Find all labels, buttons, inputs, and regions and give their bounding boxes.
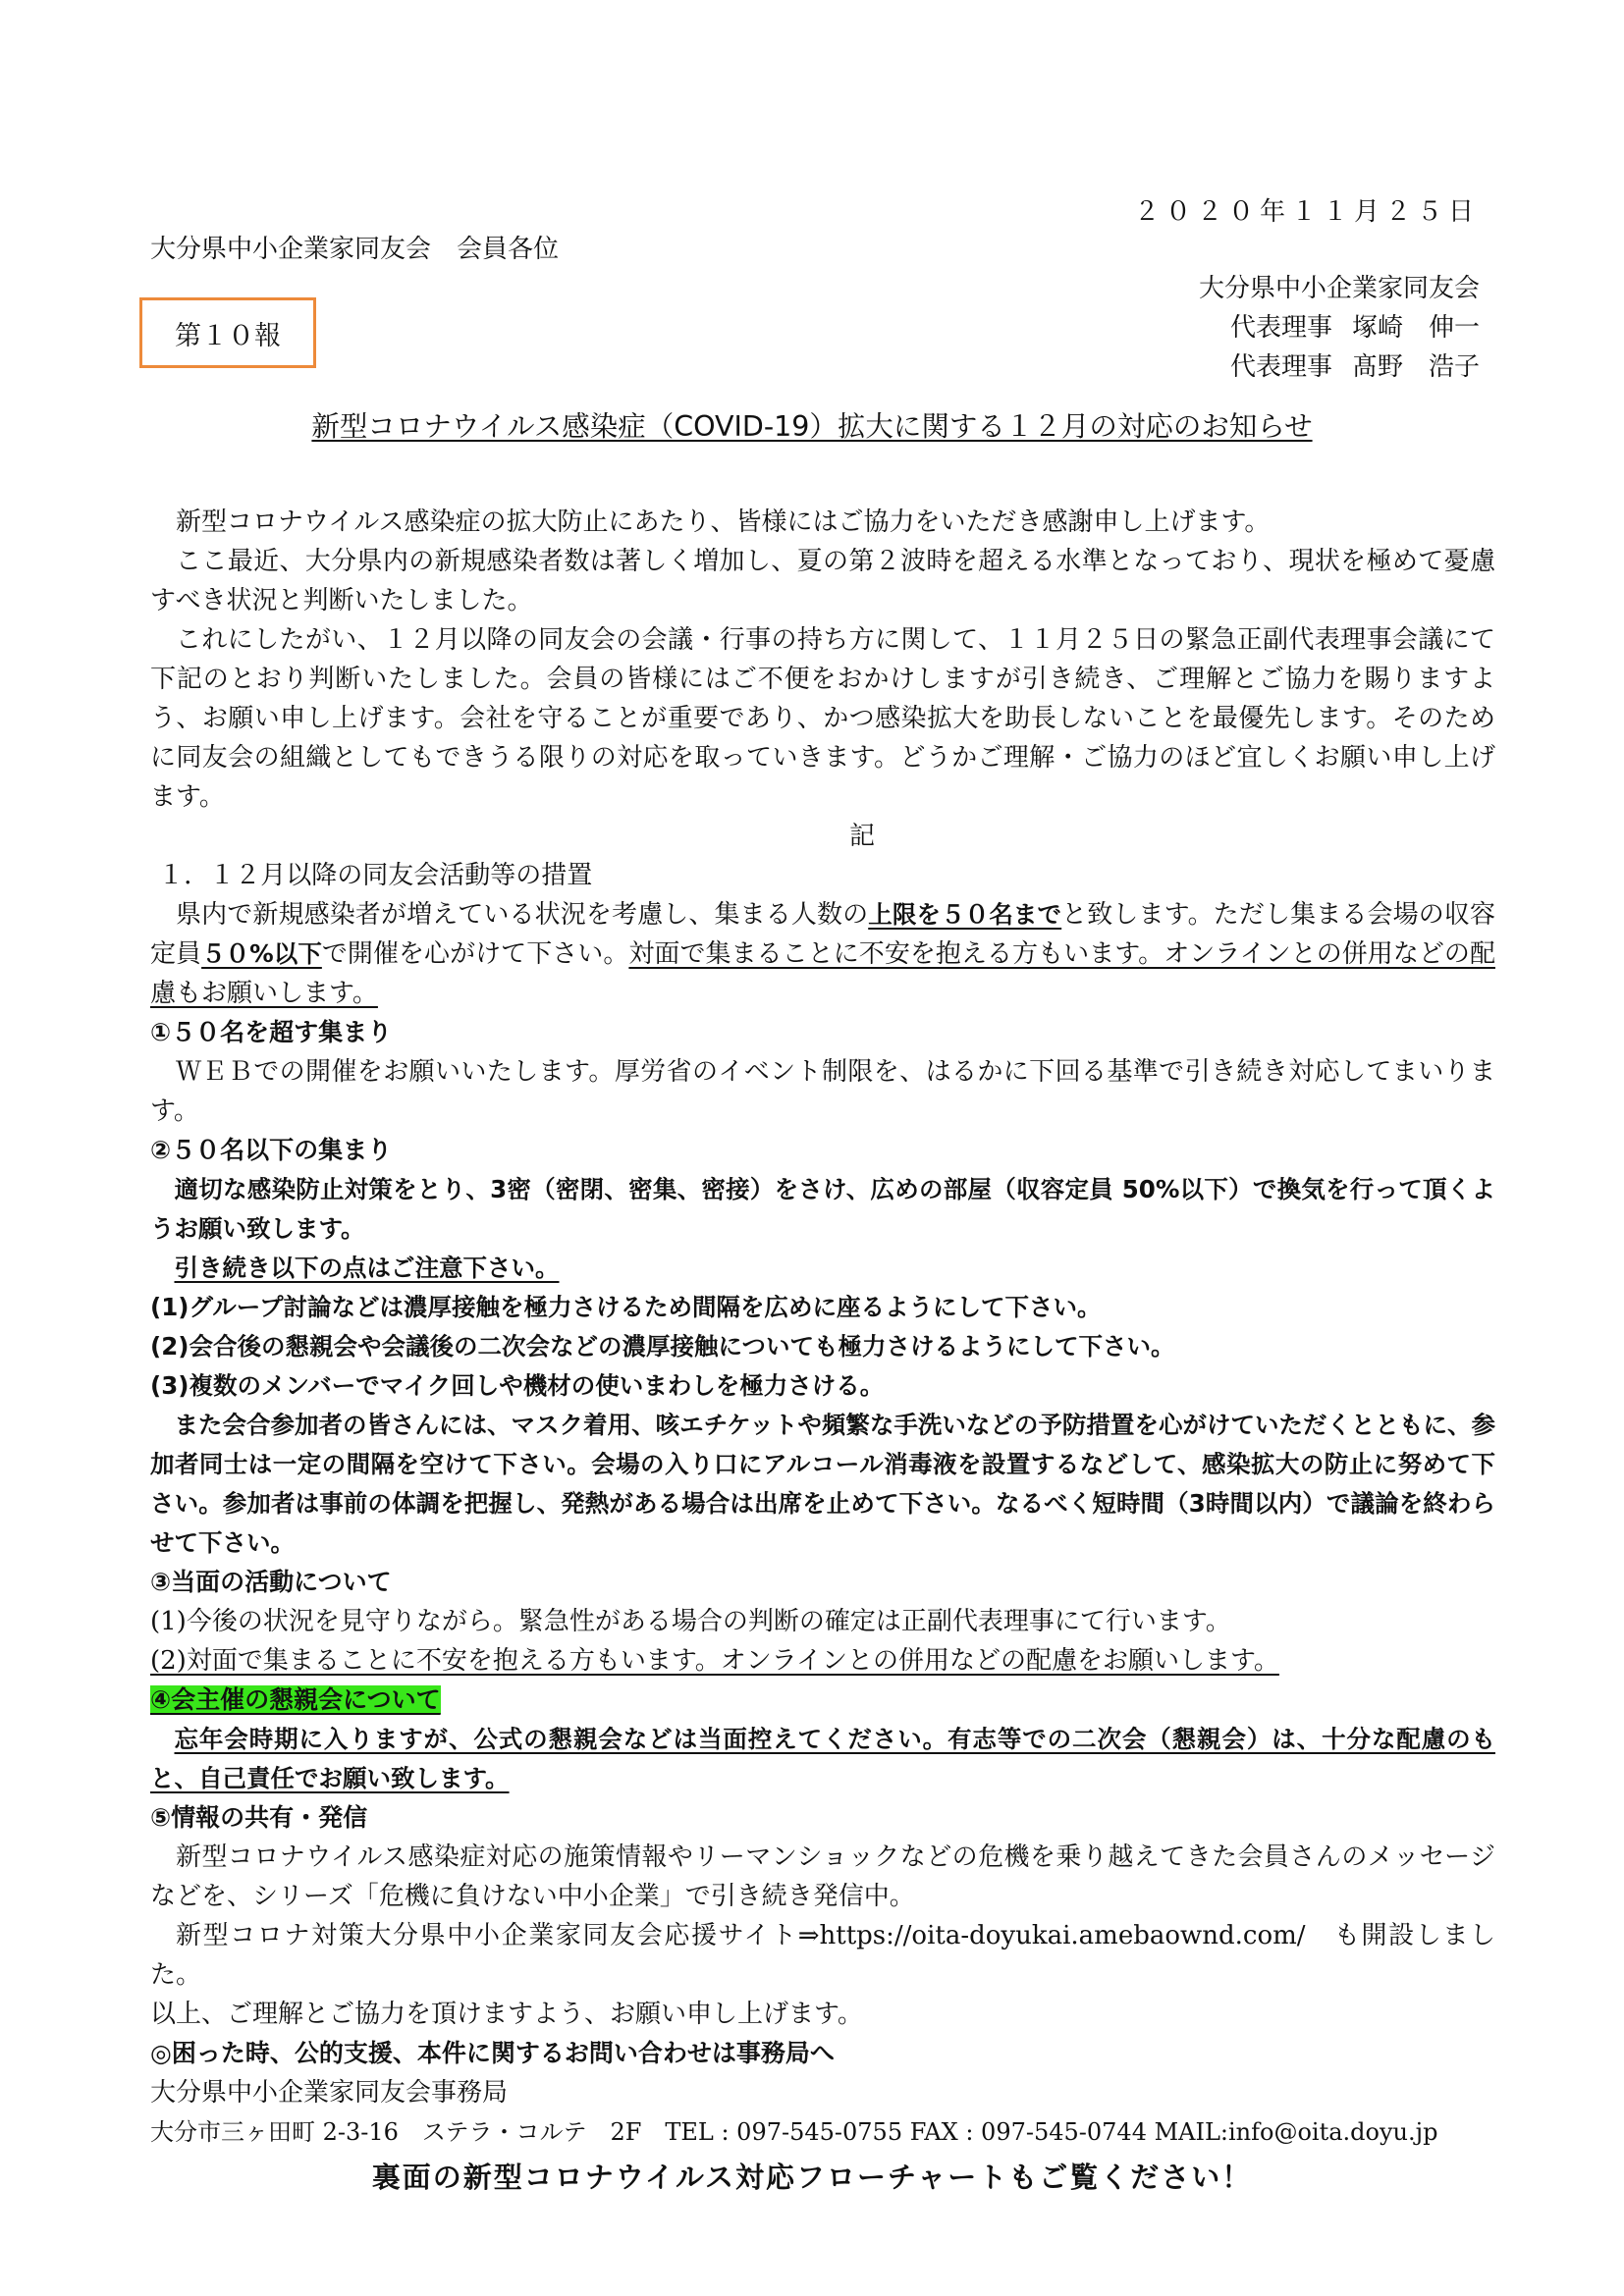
intro-paragraph-3: これにしたがい、１２月以降の同友会の会議・行事の持ち方に関して、１１月２５日の緊急正副代表理事会議にて下記のとおり判断いたしました。会員の皆様にはご不便をおかけしますが引き続き、ご理解とご協力を賜りますよう、お願い申し上げます。会社を守ることが重要であり、かつ感染拡大を助長しないことを最優先します。そのために同友会の組織としてもできうる限りの対応を取っていきます。どうかご理解・ご協力のほど宜しくお願い申し上げます。 — [150, 625, 1495, 812]
sub-1-text: ＷＥＢでの開催をお願いいたします。厚労省のイベント制限を、はるかに下回る基準で引き続き対応してまいります。 — [150, 1057, 1495, 1126]
sub-4-heading-text: ④会主催の懇親会について — [150, 1685, 441, 1714]
representative-2 — [1230, 347, 1480, 383]
section-1-text-c: と致します。ただし集まる会場の収容定員 — [150, 900, 1495, 969]
sub-2-note — [150, 1249, 1495, 1288]
section-1-capacity: ５０%以下 — [201, 939, 322, 968]
representative-name: 塚崎 伸一 — [1351, 313, 1480, 343]
contact-address: 大分市三ヶ田町 2-3-16 ステラ・コルテ 2F TEL : 097-545-0755 FAX : 097-545-0744 MAIL:info@oita.doyu.jp — [150, 2118, 1438, 2146]
sub-2-item-2: (2)会合後の懇親会や会議後の二次会などの濃厚接触についても極力さけるようにして下さい。 — [150, 1332, 1175, 1361]
representative-role: 代表理事 — [1229, 352, 1332, 382]
document-date: ２０２０年１１月２５日 — [1133, 197, 1480, 227]
section-1-online-note: 対面で集まることに不安を抱える方もいます。オンラインとの併用などの配慮もお願いします。 — [150, 939, 1495, 1008]
report-number-box — [139, 297, 316, 368]
section-1-text-a: 県内で新規感染者が増えている状況を考慮し、集まる人数の — [176, 900, 869, 930]
sub-2-text: 適切な感染防止対策をとり、3密（密閉、密集、密接）をさけ、広めの部屋（収容定員 50%以下）で換気を行って頂くようお願い致します。 — [150, 1175, 1495, 1243]
report-number: 第１０報 — [175, 320, 281, 351]
sub-4-heading — [150, 1681, 1495, 1720]
sub-3-heading: ③当面の活動について — [150, 1568, 392, 1596]
addressee: 大分県中小企業家同友会 会員各位 — [150, 235, 560, 264]
sub-4-text — [150, 1720, 1495, 1798]
intro-paragraph-2: ここ最近、大分県内の新規感染者数は著しく増加し、夏の第２波時を超える水準となっており、現状を極めて憂慮すべき状況と判断いたしました。 — [150, 547, 1495, 615]
section-1-text-e: で開催を心がけて下さい。 — [321, 939, 629, 969]
contact-office: 大分県中小企業家同友会事務局 — [150, 2078, 509, 2108]
sub-4-text-body: 忘年会時期に入りますが、公式の懇親会などは当面控えてください。有志等での二次会（懇親会）は、十分な配慮のもと、自己責任でお願い致します。 — [150, 1725, 1495, 1792]
sender-organization: 大分県中小企業家同友会 — [1198, 274, 1480, 303]
sub-3-item-2 — [150, 1641, 1495, 1681]
section-1-heading — [150, 856, 1495, 895]
representative-name: 髙野 浩子 — [1351, 352, 1480, 382]
sub-5-text-1: 新型コロナウイルス感染症対応の施策情報やリーマンショックなどの危機を乗り越えてきた会員さんのメッセージなどを、シリーズ「危機に負けない中小企業」で引き続き発信中。 — [150, 1842, 1495, 1911]
document-body — [150, 503, 1495, 2152]
sub-1-heading: ①５０名を超す集まり — [150, 1018, 393, 1046]
sub-3-item-1: (1)今後の状況を見守りながら。緊急性がある場合の判断の確定は正副代表理事にて行います。 — [150, 1607, 1231, 1636]
sub-5-text-2: 新型コロナ対策大分県中小企業家同友会応援サイト⇒https://oita-doyukai.amebaownd.com/ も開設しました。 — [150, 1921, 1495, 1990]
sub-2-note-text: 引き続き以下の点はご注意下さい。 — [174, 1254, 560, 1282]
section-1-heading-text: １．１２月以降の同友会活動等の措置 — [158, 861, 593, 890]
document-title: 新型コロナウイルス感染症（COVID-19）拡大に関する１２月の対応のお知らせ — [311, 410, 1313, 443]
sub-2-closing: また会合参加者の皆さんには、マスク着用、咳エチケットや頻繁な手洗いなどの予防措置を心がけていただくとともに、参加者同士は一定の間隔を空けて下さい。会場の入り口にアルコール消毒液を設置するなどして、感染拡大の防止に努めて下さい。参加者は事前の体調を把握し、発熱がある場合は出席を止めて下さい。なるべく短時間（3時間以内）で議論を終わらせて下さい。 — [150, 1411, 1495, 1557]
section-1-limit: 上限を５０名まで — [868, 900, 1062, 929]
sub-2-item-3: (3)複数のメンバーでマイク回しや機材の使いまわしを極力さける。 — [150, 1371, 885, 1400]
sub-2-heading: ②５０名以下の集まり — [150, 1136, 393, 1164]
footer-note: 裏面の新型コロナウイルス対応フローチャートもご覧ください！ — [371, 2161, 1253, 2194]
sub-5-text-3: 以上、ご理解とご協力を頂けますよう、お願い申し上げます。 — [150, 2000, 863, 2029]
sub-3-item-2-text: (2)対面で集まることに不安を抱える方もいます。オンラインとの併用などの配慮をお願いします。 — [150, 1646, 1279, 1676]
contact-heading: ◎困った時、公的支援、本件に関するお問い合わせは事務局へ — [150, 2039, 835, 2067]
section-1-paragraph — [150, 895, 1495, 1013]
ki-marker: 記 — [848, 822, 875, 851]
representative-1 — [1230, 307, 1480, 344]
sub-2-item-1: (1)グループ討論などは濃厚接触を極力さけるため間隔を広めに座るようにして下さい。 — [150, 1293, 1102, 1321]
intro-paragraph-1: 新型コロナウイルス感染症の拡大防止にあたり、皆様にはご協力をいただき感謝申し上げます。 — [176, 507, 1271, 537]
sub-5-heading: ⑤情報の共有・発信 — [150, 1803, 368, 1832]
representative-role: 代表理事 — [1229, 313, 1332, 343]
